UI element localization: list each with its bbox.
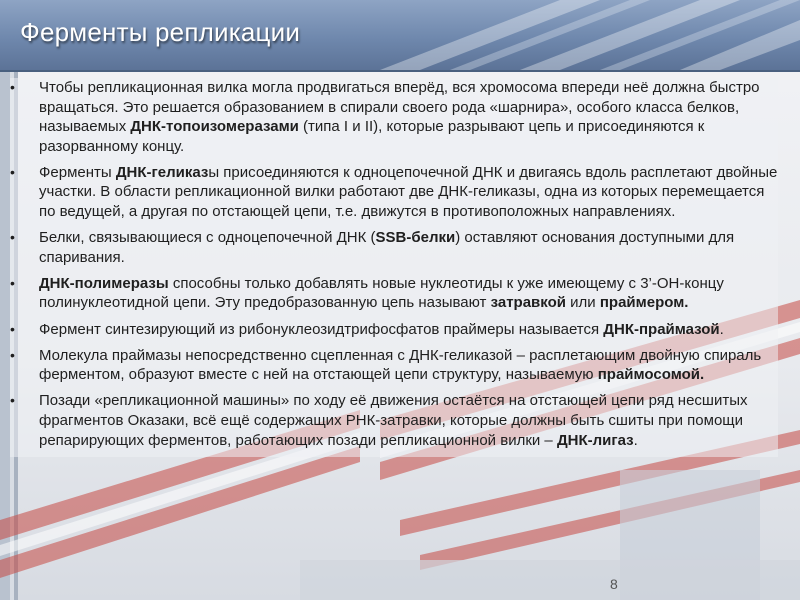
bullet-item <box>10 346 778 385</box>
bullet-text: . <box>633 431 638 449</box>
bullet-term: ДНК-праймазой <box>603 320 720 338</box>
bullet-term: праймером. <box>599 294 689 312</box>
bullet-term: ДНК-лигаз <box>556 431 634 449</box>
bullet-term: SSB-белки <box>375 229 456 247</box>
slide-body <box>10 78 778 457</box>
slide-header <box>0 0 800 72</box>
bullet-icon: • <box>10 79 15 95</box>
bullet-icon: • <box>10 163 15 180</box>
bullet-text: Фермент синтезирующий из рибонуклеозидтрифосфатов праймеры называется <box>39 320 604 338</box>
bullet-item <box>10 163 778 222</box>
bullet-text: или <box>565 294 600 312</box>
bullet-text: Ферменты <box>39 163 116 181</box>
bullet-icon: • <box>10 320 15 337</box>
page-number: 8 <box>610 576 618 592</box>
bullet-item <box>10 274 778 313</box>
bullet-text: (типа I и II), которые разрывают цепь и присоединяются к разорванному концу. <box>39 118 705 155</box>
bullet-text: Белки, связывающиеся с одноцепочечной ДНК ( <box>39 229 376 247</box>
bullet-text: способны только добавлять новые нуклеотиды к уже имеющему с 3’-ОН-концу полинуклеотидной цепи. Эту предобразованную цепь называют <box>39 274 724 312</box>
bullet-text: . <box>719 320 724 338</box>
bullet-text: ы присоединяются к одноцепочечной ДНК и двигаясь вдоль расплетают двойные участки. В области репликационной вилки работают две ДНК-геликазы, одна из которых перемещается по ведущей, а другая по отстающей цепи, т.е. движутся в противоположных направлениях. <box>39 163 778 221</box>
bullet-text: Молекула праймазы непосредственно сцепленная с ДНК-геликазой – расплетающим двойную спираль ферментом, образуют вместе с ней на отстающей цепи структуру, называемую <box>39 346 762 384</box>
bullet-term: затравкой <box>490 294 566 312</box>
bullet-text: Чтобы репликационная вилка могла продвигаться вперёд, вся хромосома впереди неё должна быстро вращаться. Это решается образованием в спирали своего рода «шарнира», особого класса белков, называемых <box>39 79 760 136</box>
bullet-text: Позади «репликационной машины» по ходу её движения остаётся на отстающей цепи ряд несшитых фрагментов Оказаки, всё ещё содержащих РНК-затравки, которые должны быть сшиты при помощи репарирующих ферментов, работающих позади репликационной вилки – <box>39 392 748 449</box>
slide-title: Ферменты репликации <box>20 17 301 47</box>
bullet-term: ДНК-топоизомеразами <box>130 118 299 136</box>
bullet-text: ) оставляют основания доступными для спаривания. <box>39 229 735 266</box>
bullet-item <box>10 320 778 340</box>
bullet-term: ДНК-геликаз <box>115 163 209 181</box>
bullet-item <box>10 228 778 267</box>
bullet-term: праймосомой. <box>597 366 705 384</box>
bullet-item <box>10 78 778 156</box>
bullet-icon: • <box>10 274 15 291</box>
bullet-icon: • <box>10 346 15 363</box>
bullet-term: ДНК-полимеразы <box>39 274 169 292</box>
bullet-icon: • <box>10 229 15 246</box>
bullet-icon: • <box>10 392 15 409</box>
bullet-item <box>10 391 778 450</box>
